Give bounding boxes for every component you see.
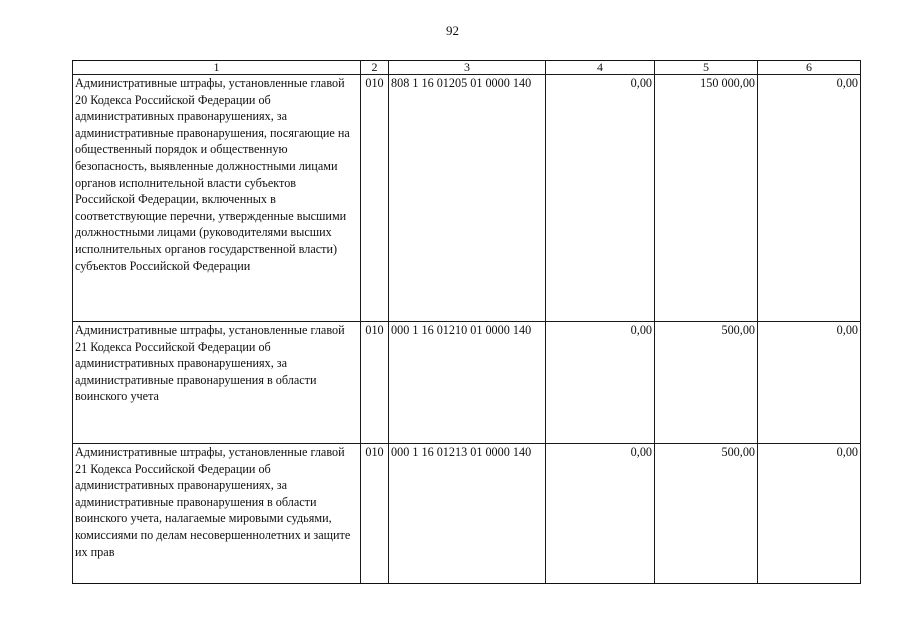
row-value-col6: 0,00: [758, 322, 861, 444]
budget-table: [72, 60, 861, 584]
row-description: Административные штрафы, установленные главой 20 Кодекса Российской Федерации об административных правонарушениях, за административные правонарушения, посягающие на общественный порядок и общественную безопасность, выявленные должностными лицами органов исполнительной власти субъектов Российской Федерации, включенных в соответствующие перечни, утвержденные высшими должностными лицами (руководителями высших исполнительных органов государственной власти) субъектов Российской Федерации: [73, 75, 361, 322]
row-value-col5: 500,00: [655, 444, 758, 584]
row-budget-classification-code: 000 1 16 01213 01 0000 140: [389, 444, 546, 584]
column-header-4: 4: [546, 61, 655, 75]
table-row: [73, 444, 861, 584]
row-description: Административные штрафы, установленные главой 21 Кодекса Российской Федерации об административных правонарушениях, за административные правонарушения в области воинского учета: [73, 322, 361, 444]
row-line-code: 010: [361, 322, 389, 444]
row-line-code: 010: [361, 75, 389, 322]
row-value-col5: 500,00: [655, 322, 758, 444]
page-number: 92: [446, 23, 459, 38]
table-row: [73, 322, 861, 444]
column-header-5: 5: [655, 61, 758, 75]
row-budget-classification-code: 000 1 16 01210 01 0000 140: [389, 322, 546, 444]
row-value-col4: 0,00: [546, 75, 655, 322]
column-header-3: 3: [389, 61, 546, 75]
table-header-row: [73, 61, 861, 75]
row-budget-classification-code: 808 1 16 01205 01 0000 140: [389, 75, 546, 322]
column-header-2: 2: [361, 61, 389, 75]
row-value-col6: 0,00: [758, 75, 861, 322]
row-value-col4: 0,00: [546, 322, 655, 444]
table-row: [73, 75, 861, 322]
row-value-col5: 150 000,00: [655, 75, 758, 322]
column-header-1: 1: [73, 61, 361, 75]
row-value-col4: 0,00: [546, 444, 655, 584]
column-header-6: 6: [758, 61, 861, 75]
row-description: Административные штрафы, установленные главой 21 Кодекса Российской Федерации об административных правонарушениях, за административные правонарушения в области воинского учета, налагаемые мировыми судьями, комиссиями по делам несовершеннолетних и защите их прав: [73, 444, 361, 584]
row-value-col6: 0,00: [758, 444, 861, 584]
row-line-code: 010: [361, 444, 389, 584]
